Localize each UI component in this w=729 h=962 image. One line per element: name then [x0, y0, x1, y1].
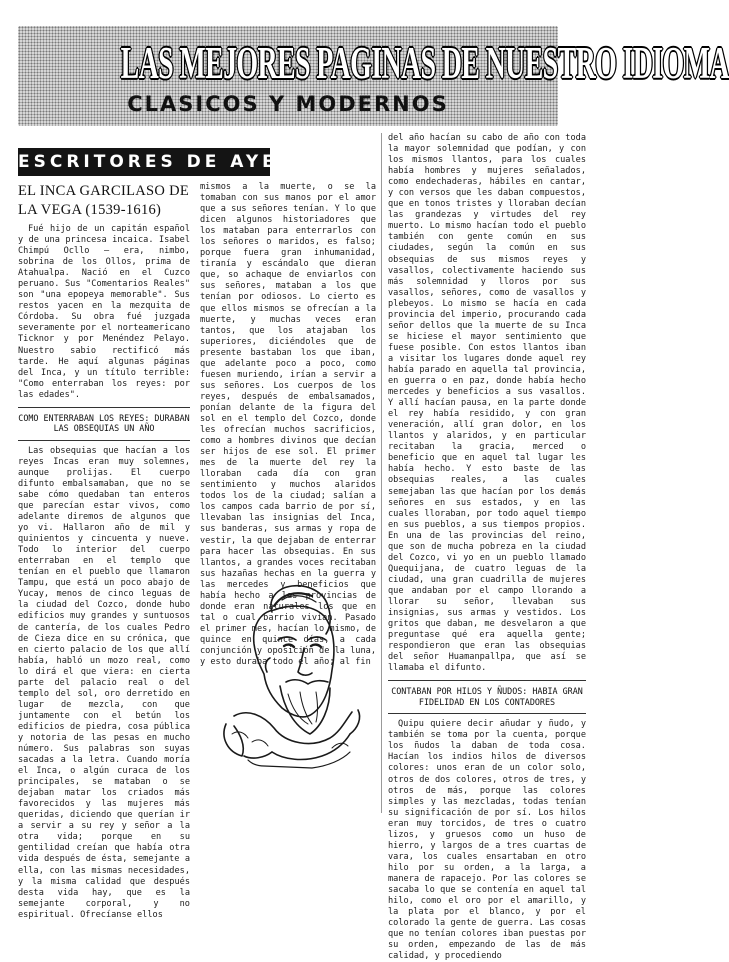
divider [388, 680, 586, 681]
article-column-3 [388, 133, 586, 962]
subheading-quipus: CONTABAN POR HILOS Y ÑUDOS: HABIA GRAN FIDELIDAD EN LOS CONTADORES [391, 686, 583, 707]
masthead-banner [18, 26, 729, 126]
divider [388, 713, 586, 714]
article-intro: Fué hijo de un capitán español y de una princesa incaica. Isabel Chimpú Ocllo — era, nimbo, sobrina de los Ollos, prima de Atahualpa. Nació en el Cuzco peruano. Sus "Comentarios Reales" son "una epopeya memorable". Sus restos yacen en la mezquita de Córdoba. Su obra fué juzgada severamente por el norteamericano Ticknor y por Menéndez Pelayo. Nuestro sabio rectificó más tarde. He aquí algunas páginas del Inca, y un título terrible: "Como enterraban los reyes: por las edades". [18, 224, 190, 400]
article-column-1 [18, 182, 190, 920]
body-text: del año hacían su cabo de año con toda la mayor solemnidad que podían, y con los mismos llantos, para los cuales había hombres y mujeres señalados, como endechaderas, hábiles en cantar, y con versos que les daban compuestos, que en tonos tristes y lloraban decían las grandezas y virtudes del rey muerto. Lo mismo hacían todo el pueblo también con gente común en sus ciudades, según la común en sus obsequias de sus mismos reyes y vasallos, colectivamente haciendo sus más solemnidad y lloros por sus vasallos, señores, como de vasallos y plebeyos. Lo mismo se hacía en cada provincia del imperio, procurando cada señor dellos que la muerte de su Inca se hiciese el mayor sentimiento que fuese posible. Con estos llantos iban a visitar los lugares donde aquel rey había parado en aquella tal provincia, en guerra o en paz, donde había hecho mercedes y beneficios a sus vasallos. Y allí hacían pausa, en la parte donde el rey había residido, y con gran veneración, allí gran dolor, en los llantos y alaridos, y en particular recitaban la gracia, merced o beneficio que en aquel tal lugar les había hecho. Y esto baste de las obsequias reales, a las cuales semejaban las que hacían por los demás señores en sus estados, y en las cuales lloraban, por todo aquel tiempo en sus pueblos, a sus tiempos propios. En una de las provincias del reino, que son de mucha pobreza en la ciudad del Cozco, vi yo en un pueblo llamado Quequijana, de cuatro leguas de la ciudad, una gran cuadrilla de mujeres que andaban por el campo llorando a llorar su señor, llevaban sus insignias, sus armas y vestidos. Los gritos que daban, me desvelaron a que preguntase qué era aquella gente; respondieron que eran las obsequias del señor Huamanpallpa, que así se llamaba el difunto. [388, 133, 586, 674]
masthead-subtitle: CLASICOS Y MODERNOS [127, 92, 449, 116]
column-divider [381, 133, 382, 813]
body-text: Quipu quiere decir añudar y ñudo, y también se toma por la cuenta, porque los ñudos la daban de toda cosa. Hacían los indios hilos de diversos colores: unos eran de un color solo, otros de dos colores, otros de tres, y otros de más, porque las colores simples y las mezcladas, todas tenían su significación de por sí. Los hilos eran muy torcidos, de tres o cuatro lizos, y gruesos como un huso de hierro, y largos de a tres cuartas de vara, los cuales ensartaban en otro hilo por su orden, a la larga, a manera de rapacejo. Por las colores se sacaba lo que se contenía en aquel tal hilo, como el oro por el amarillo, y la plata por el blanco, y por el colorado la gente de guerra. Las cosas que no tenían colores iban puestas por su orden, empezando de las de más calidad, y procediendo [388, 719, 586, 962]
divider [18, 407, 190, 408]
divider [18, 440, 190, 441]
masthead-title: LAS MEJORES PAGINAS DE NUESTRO IDIOMA [120, 38, 729, 88]
inca-garcilaso-portrait [212, 548, 368, 770]
body-text: mismos a la muerte, o se la tomaban con sus manos por el amor que a sus señores tenían. Y lo que dicen algunos historiadores que los mataban para enterrarlos con los señores o maridos, es falso; porque fuera gran inhumanidad, tiranía y escándalo que dieran que, so achaque de enviarlos con sus señores, mataban a los que tenían por odiosos. Lo cierto es que ellos mismos se ofrecían a la muerte, y muchas veces eran tantos, que los atajaban los superiores, diciéndoles que de presente bastaban los que iban, que adelante poco a poco, como fuesen muriendo, irían a servir a sus señores. Los cuerpos de los reyes, después de embalsamados, ponían delante de la figura del sol en el templo del Cozco, donde les ofrecían muchos sacrificios, como a hombres divinos que decían ser hijos de ese sol. El primer mes de la muerte del rey la lloraban cada día con gran sentimiento y muchos alaridos todos los de la ciudad; salían a los campos cada barrio de por sí, llevaban las insignias del Inca, sus banderas, sus armas y ropa de vestir, la que dejaban de enterrar para hacer las obsequias. En sus llantos, a grandes voces recitaban sus hazañas hechas en la guerra y las mercedes y beneficios que había hecho a las provincias de donde eran naturales los que en tal o cual barrio vivían. Pasado el primer mes, hacían lo mismo, de quince en quince días, a cada conjunción y oposición de la luna, y esto duraba todo el año; al fin [200, 182, 376, 668]
article-column-2 [200, 182, 376, 668]
body-text: Las obsequias que hacían a los reyes Incas eran muy solemnes, aunque prolijas. El cuerpo difunto embalsamaban, que no se sabe cómo quedaban tan enteros que parecían estar vivos, como adelante diremos de algunos que yo vi. Hallaron año de mil y quinientos y cincuenta y nueve. Todo lo interior del cuerpo enterraban en el templo que tenían en el pueblo que llamaron Tampu, que está un poco abajo de Yucay, menos de cinco leguas de la ciudad del Cozco, donde hubo edificios muy grandes y suntuosos de cantería, de los cuales Pedro de Cieza dice en su crónica, que en cierto palacio de los que allí había, habló un mozo real, como lo dirá el que viera: en cierta parte del palacio real o del templo del sol, oro derretido en lugar de mezcla, con que juntamente con el betún los edificios de piedra, cosa pública y notoria de las pesas en mucho número. Sus palabras son suyas sacadas a la letra. Cuando moría el Inca, o algún curaca de los principales, se mataban o se dejaban matar los criados más favorecidos y las mujeres más queridas, diciendo que querían ir a servir a su rey y señor a la otra vida; porque en su gentilidad creían que había otra vida después de ésta, semejante a ella, con las mismas necesidades, y la misma calidad que después desta vida hay, que es la semejante corporal, y no espiritual. Ofrecíanse ellos [18, 445, 190, 920]
subheading-burials: COMO ENTERRABAN LOS REYES: DURABAN LAS OBSEQUIAS UN AÑO [18, 412, 190, 434]
section-header: ESCRITORES DE AYER [18, 148, 270, 176]
article-title: EL INCA GARCILASO DE LA VEGA (1539-1616) [18, 183, 190, 218]
